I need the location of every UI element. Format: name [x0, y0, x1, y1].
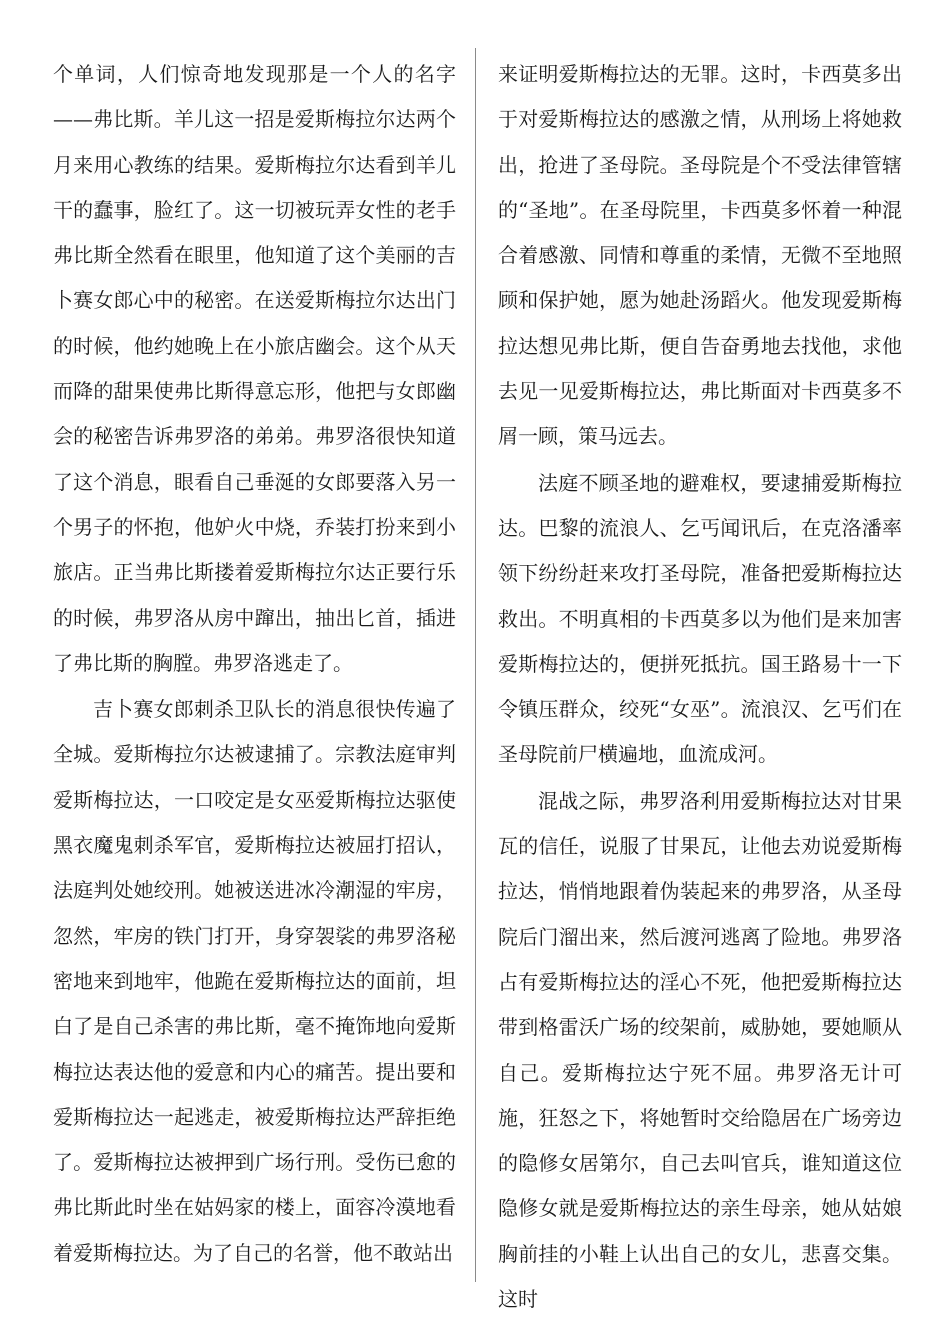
paragraph: 吉卜赛女郎刺杀卫队长的消息很快传遍了全城。爱斯梅拉尔达被逮捕了。宗教法庭审判爱斯梅拉达，一口咬定是女巫爱斯梅拉达驱使黑衣魔鬼刺杀军官，爱斯梅拉达被屈打招认，法庭判处她绞刑。她被送进冰冷潮湿的牢房，忽然，牢房的铁门打开，身穿袈裟的弗罗洛秘密地来到地牢，他跪在爱斯梅拉达的面前，坦白了是自己杀害的弗比斯，毫不掩饰地向爱斯梅拉达表达他的爱意和内心的痛苦。提出要和爱斯梅拉达一起逃走，被爱斯梅拉达严辞拒绝了。爱斯梅拉达被押到广场行刑。受伤已愈的弗比斯此时坐在姑妈家的楼上，面容冷漠地看着爱斯梅拉达。为了自己的名誉，他不敢站出 — [53, 697, 456, 1265]
paragraph: 混战之际，弗罗洛利用爱斯梅拉达对甘果瓦的信任，说服了甘果瓦，让他去劝说爱斯梅拉达，悄悄地跟着伪装起来的弗罗洛，从圣母院后门溜出来，然后渡河逃离了险地。弗罗洛占有爱斯梅拉达的淫心不死，他把爱斯梅拉达带到格雷沃广场的绞架前，威胁她，要她顺从自己。爱斯梅拉达宁死不屈。弗罗洛无计可施，狂怒之下，将她暂时交给隐居在广场旁边的隐修女居第尔，自己去叫官兵，谁知道这位隐修女就是爱斯梅拉达的亲生母亲，她从姑娘胸前挂的小鞋上认出自己的女儿，悲喜交集。这时 — [498, 788, 902, 1312]
column-divider — [475, 48, 476, 1282]
paragraph: 法庭不顾圣地的避难权，要逮捕爱斯梅拉达。巴黎的流浪人、乞丐闻讯后，在克洛潘率领下纷纷赶来攻打圣母院，准备把爱斯梅拉达救出。不明真相的卡西莫多以为他们是来加害爱斯梅拉达的，便拼死抵抗。国王路易十一下令镇压群众，绞死“女巫”。流浪汉、乞丐们在圣母院前尸横遍地，血流成河。 — [498, 470, 902, 767]
left-text-column — [53, 52, 456, 1276]
paragraph-continued: 来证明爱斯梅拉达的无罪。这时，卡西莫多出于对爱斯梅拉达的感激之情，从刑场上将她救出，抢进了圣母院。圣母院是个不受法律管辖的“圣地”。在圣母院里，卡西莫多怀着一种混合着感激、同情和尊重的柔情，无微不至地照顾和保护她，愿为她赴汤蹈火。他发现爱斯梅拉达想见弗比斯，便自告奋勇地去找他，求他去见一见爱斯梅拉达，弗比斯面对卡西莫多不屑一顾，策马远去。 — [498, 62, 902, 449]
paragraph-continued: 个单词，人们惊奇地发现那是一个人的名字——弗比斯。羊儿这一招是爱斯梅拉尔达两个月来用心教练的结果。爱斯梅拉尔达看到羊儿干的蠢事，脸红了。这一切被玩弄女性的老手弗比斯全然看在眼里，他知道了这个美丽的吉卜赛女郎心中的秘密。在送爱斯梅拉尔达出门的时候，他约她晚上在小旅店幽会。这个从天而降的甜果使弗比斯得意忘形，他把与女郎幽会的秘密告诉弗罗洛的弟弟。弗罗洛很快知道了这个消息，眼看自己垂涎的女郎要落入另一个男子的怀抱，他妒火中烧，乔装打扮来到小旅店。正当弗比斯搂着爱斯梅拉尔达正要行乐的时候，弗罗洛从房中蹿出，抽出匕首，插进了弗比斯的胸膛。弗罗洛逃走了。 — [53, 62, 456, 675]
right-text-column — [498, 52, 902, 1322]
